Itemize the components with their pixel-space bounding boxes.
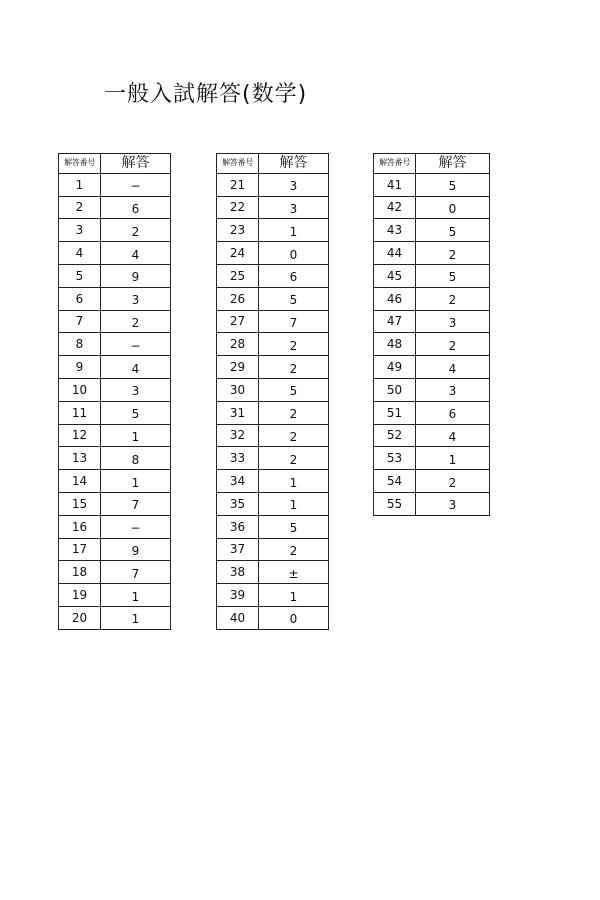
answer-number-cell: 2 <box>59 196 101 219</box>
header-answer: 解答 <box>101 154 171 174</box>
answer-value-cell: 2 <box>259 356 329 379</box>
table-row <box>59 515 171 538</box>
table-row <box>217 447 329 470</box>
header-answer-number: 解答番号 <box>59 154 101 174</box>
answer-number-cell: 21 <box>217 173 259 196</box>
answer-number-cell: 31 <box>217 401 259 424</box>
table-row <box>374 378 490 401</box>
table-row <box>59 173 171 196</box>
answer-value-cell: 2 <box>259 333 329 356</box>
answer-number-cell: 12 <box>59 424 101 447</box>
answer-value-cell: 7 <box>259 310 329 333</box>
answer-number-cell: 37 <box>217 538 259 561</box>
answer-number-cell: 4 <box>59 242 101 265</box>
answer-number-cell: 25 <box>217 264 259 287</box>
answer-value-cell: 5 <box>259 287 329 310</box>
answer-value-cell: 2 <box>101 219 171 242</box>
answer-number-cell: 32 <box>217 424 259 447</box>
answer-number-cell: 7 <box>59 310 101 333</box>
answer-value-cell: 1 <box>101 424 171 447</box>
answer-value-cell: 8 <box>101 447 171 470</box>
answer-value-cell: 3 <box>259 173 329 196</box>
answer-number-cell: 55 <box>374 492 416 515</box>
table-row <box>374 264 490 287</box>
table-row <box>374 424 490 447</box>
answer-number-cell: 52 <box>374 424 416 447</box>
answer-number-cell: 30 <box>217 378 259 401</box>
answer-number-cell: 49 <box>374 356 416 379</box>
answer-value-cell: 4 <box>101 356 171 379</box>
answer-value-cell: 2 <box>416 470 490 493</box>
answer-number-cell: 36 <box>217 515 259 538</box>
answer-number-cell: 18 <box>59 561 101 584</box>
answer-value-cell: 3 <box>101 378 171 401</box>
table-row <box>217 173 329 196</box>
answer-value-cell: 2 <box>259 538 329 561</box>
answer-number-cell: 51 <box>374 401 416 424</box>
answer-number-cell: 15 <box>59 492 101 515</box>
answer-value-cell: − <box>101 515 171 538</box>
answer-value-cell: 2 <box>101 310 171 333</box>
table-row <box>59 492 171 515</box>
table-row <box>59 333 171 356</box>
answer-value-cell: 2 <box>259 424 329 447</box>
answer-value-cell: 2 <box>416 333 490 356</box>
table-row <box>59 401 171 424</box>
answer-number-cell: 35 <box>217 492 259 515</box>
answer-value-cell: 1 <box>101 606 171 629</box>
answer-value-cell: 2 <box>416 287 490 310</box>
answer-number-cell: 22 <box>217 196 259 219</box>
answer-value-cell: 2 <box>259 401 329 424</box>
table-row <box>217 561 329 584</box>
answer-value-cell: − <box>101 173 171 196</box>
answer-number-cell: 11 <box>59 401 101 424</box>
answer-value-cell: 4 <box>416 424 490 447</box>
answer-value-cell: 9 <box>101 264 171 287</box>
table-row <box>59 424 171 447</box>
header-answer: 解答 <box>259 154 329 174</box>
answer-number-cell: 50 <box>374 378 416 401</box>
answer-value-cell: 1 <box>259 584 329 607</box>
answer-number-cell: 42 <box>374 196 416 219</box>
table-row <box>217 356 329 379</box>
answer-value-cell: 3 <box>101 287 171 310</box>
table-row <box>217 424 329 447</box>
header-answer-number: 解答番号 <box>374 154 416 174</box>
table-row <box>374 401 490 424</box>
table-row <box>59 584 171 607</box>
answer-value-cell: 5 <box>101 401 171 424</box>
table-row <box>217 515 329 538</box>
answer-value-cell: 1 <box>259 219 329 242</box>
table-row <box>217 378 329 401</box>
table-row <box>217 219 329 242</box>
answer-value-cell: 5 <box>416 219 490 242</box>
answer-number-cell: 46 <box>374 287 416 310</box>
answer-value-cell: 3 <box>416 310 490 333</box>
table-row <box>59 356 171 379</box>
answer-number-cell: 53 <box>374 447 416 470</box>
table-header-row <box>217 154 329 174</box>
answer-value-cell: 1 <box>416 447 490 470</box>
answer-value-cell: 9 <box>101 538 171 561</box>
header-answer-number: 解答番号 <box>217 154 259 174</box>
answer-value-cell: 1 <box>101 584 171 607</box>
table-row <box>59 538 171 561</box>
table-header-row <box>59 154 171 174</box>
table-row <box>374 356 490 379</box>
answer-number-cell: 6 <box>59 287 101 310</box>
answer-number-cell: 28 <box>217 333 259 356</box>
answer-value-cell: 4 <box>416 356 490 379</box>
table-row <box>217 538 329 561</box>
answer-value-cell: 2 <box>259 447 329 470</box>
table-row <box>59 447 171 470</box>
table-row <box>59 561 171 584</box>
answer-number-cell: 20 <box>59 606 101 629</box>
answer-number-cell: 43 <box>374 219 416 242</box>
table-row <box>374 333 490 356</box>
answer-number-cell: 34 <box>217 470 259 493</box>
table-row <box>59 606 171 629</box>
table-row <box>217 584 329 607</box>
answer-value-cell: 1 <box>101 470 171 493</box>
answer-value-cell: 6 <box>416 401 490 424</box>
answer-value-cell: 3 <box>416 492 490 515</box>
answer-number-cell: 54 <box>374 470 416 493</box>
answer-value-cell: 5 <box>259 378 329 401</box>
answer-number-cell: 9 <box>59 356 101 379</box>
table-row <box>59 378 171 401</box>
answer-table-1 <box>58 153 171 630</box>
table-row <box>59 264 171 287</box>
table-row <box>217 310 329 333</box>
header-answer: 解答 <box>416 154 490 174</box>
answer-value-cell: 4 <box>101 242 171 265</box>
table-row <box>374 287 490 310</box>
answer-value-cell: 1 <box>259 492 329 515</box>
answer-number-cell: 29 <box>217 356 259 379</box>
answer-number-cell: 16 <box>59 515 101 538</box>
answer-number-cell: 39 <box>217 584 259 607</box>
table-row <box>374 447 490 470</box>
answer-value-cell: 7 <box>101 561 171 584</box>
answer-number-cell: 23 <box>217 219 259 242</box>
table-row <box>59 310 171 333</box>
answer-value-cell: 6 <box>101 196 171 219</box>
table-header-row <box>374 154 490 174</box>
answer-value-cell: 6 <box>259 264 329 287</box>
answer-number-cell: 5 <box>59 264 101 287</box>
answer-number-cell: 10 <box>59 378 101 401</box>
table-row <box>59 287 171 310</box>
answer-number-cell: 19 <box>59 584 101 607</box>
table-row <box>374 310 490 333</box>
answer-value-cell: 0 <box>416 196 490 219</box>
answer-value-cell: 3 <box>259 196 329 219</box>
table-row <box>217 492 329 515</box>
table-row <box>217 287 329 310</box>
table-row <box>59 242 171 265</box>
answer-value-cell: 0 <box>259 242 329 265</box>
table-row <box>217 196 329 219</box>
answer-number-cell: 47 <box>374 310 416 333</box>
answer-value-cell: 2 <box>416 242 490 265</box>
answer-number-cell: 3 <box>59 219 101 242</box>
answer-number-cell: 41 <box>374 173 416 196</box>
answer-number-cell: 8 <box>59 333 101 356</box>
answer-number-cell: 44 <box>374 242 416 265</box>
answer-number-cell: 17 <box>59 538 101 561</box>
table-row <box>217 470 329 493</box>
answer-number-cell: 38 <box>217 561 259 584</box>
page-title: 一般入試解答(数学) <box>104 81 308 107</box>
answer-number-cell: 13 <box>59 447 101 470</box>
answer-table-2 <box>216 153 329 630</box>
answer-table-3 <box>373 153 490 516</box>
table-row <box>374 219 490 242</box>
table-row <box>59 219 171 242</box>
answer-value-cell: 7 <box>101 492 171 515</box>
answer-number-cell: 48 <box>374 333 416 356</box>
answer-value-cell: 1 <box>259 470 329 493</box>
answer-number-cell: 24 <box>217 242 259 265</box>
table-row <box>217 401 329 424</box>
table-row <box>59 470 171 493</box>
answer-value-cell: ± <box>259 561 329 584</box>
answer-number-cell: 40 <box>217 606 259 629</box>
answer-value-cell: − <box>101 333 171 356</box>
answer-value-cell: 5 <box>416 264 490 287</box>
table-row <box>217 606 329 629</box>
answer-number-cell: 45 <box>374 264 416 287</box>
answer-number-cell: 26 <box>217 287 259 310</box>
answer-number-cell: 14 <box>59 470 101 493</box>
table-row <box>217 242 329 265</box>
table-row <box>217 264 329 287</box>
answer-number-cell: 33 <box>217 447 259 470</box>
table-row <box>374 470 490 493</box>
table-row <box>374 173 490 196</box>
answer-number-cell: 1 <box>59 173 101 196</box>
table-row <box>217 333 329 356</box>
answer-value-cell: 0 <box>259 606 329 629</box>
table-row <box>374 196 490 219</box>
table-row <box>374 492 490 515</box>
answer-value-cell: 5 <box>259 515 329 538</box>
answer-number-cell: 27 <box>217 310 259 333</box>
answer-value-cell: 5 <box>416 173 490 196</box>
table-row <box>374 242 490 265</box>
answer-value-cell: 3 <box>416 378 490 401</box>
table-row <box>59 196 171 219</box>
